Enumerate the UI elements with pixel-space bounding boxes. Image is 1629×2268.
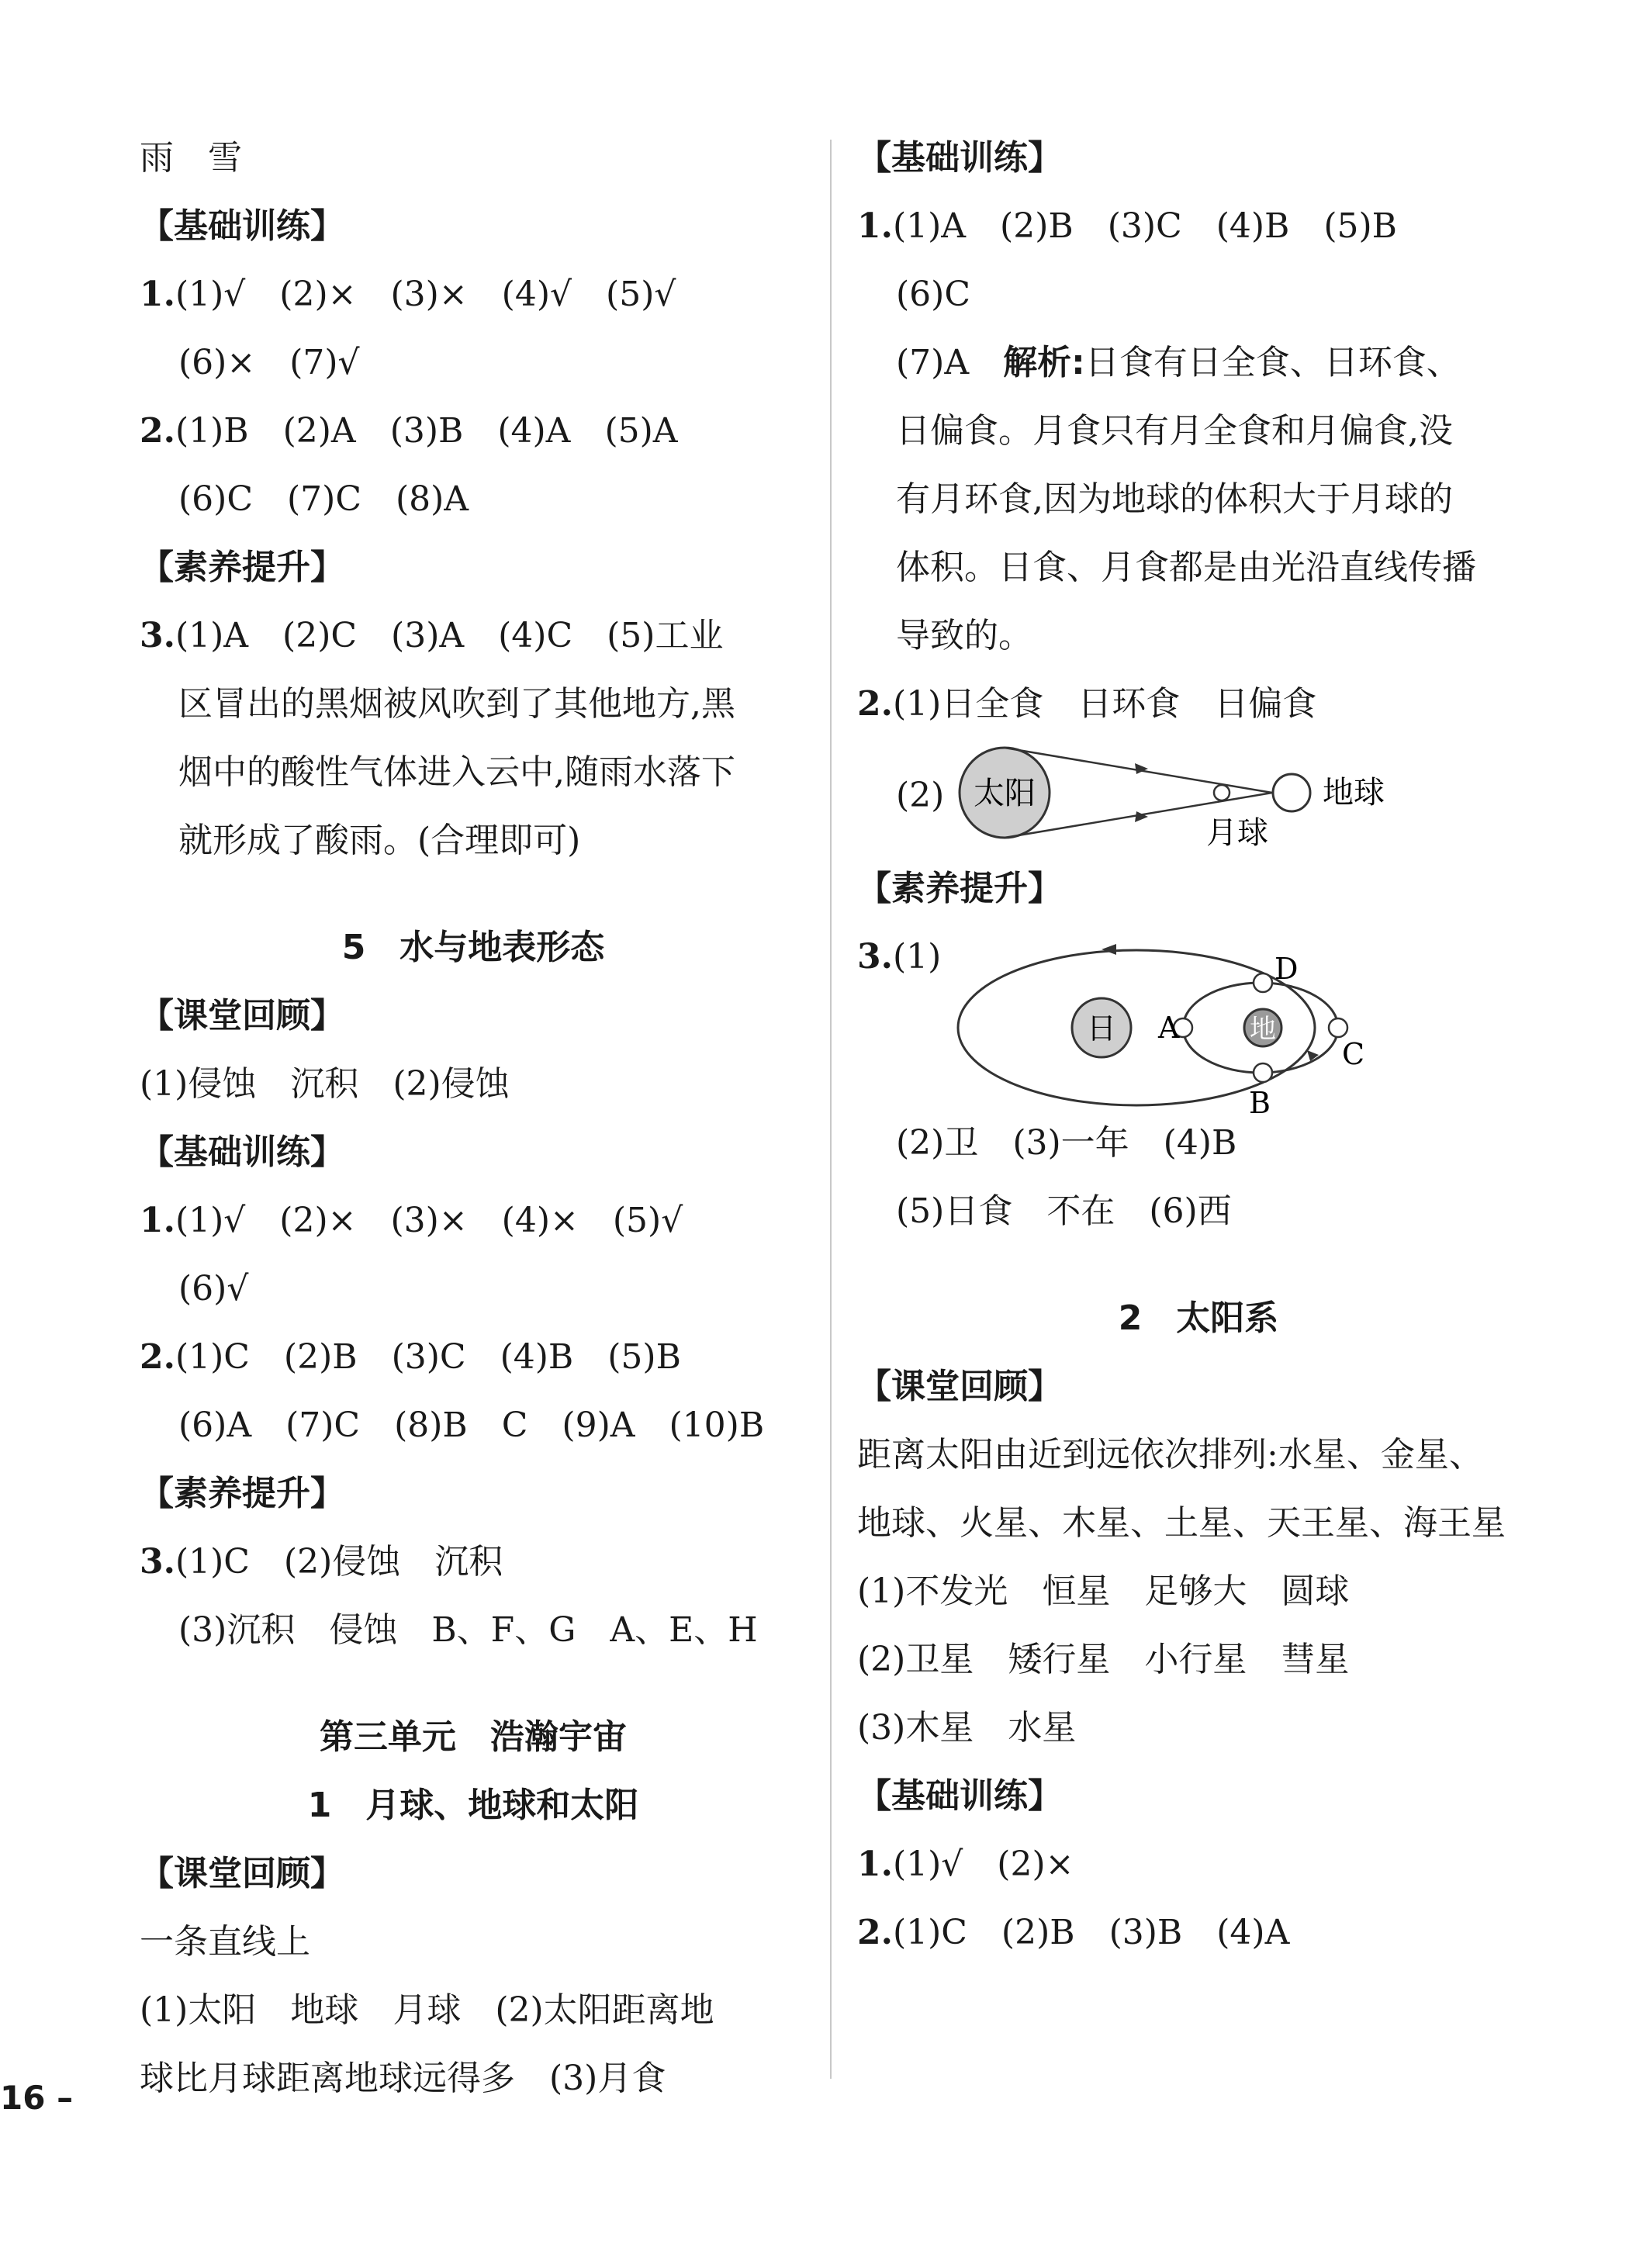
- question-number: 2.: [140, 411, 175, 451]
- answer-text: (1)C (2)侵蚀 沉积: [175, 1542, 503, 1582]
- answer-line: (1)太阳 地球 月球 (2)太阳距离地: [140, 1990, 714, 2030]
- earth-shape: [1273, 774, 1310, 811]
- moon-position-d: [1254, 973, 1272, 992]
- section-heading: 【课堂回顾】: [140, 996, 344, 1035]
- answer-line: (3)沉积 侵蚀 B、F、G A、E、H: [178, 1610, 758, 1650]
- section-heading: 【素养提升】: [140, 548, 344, 587]
- left-column: [140, 124, 807, 2113]
- point-label-a: A: [1158, 1011, 1180, 1045]
- lesson-title: 2 太阳系: [1118, 1298, 1279, 1338]
- answer-line: 导致的。: [896, 616, 1032, 655]
- answer-line: 地球、火星、木星、土星、天王星、海王星: [857, 1503, 1506, 1543]
- sun-label: 太阳: [974, 776, 1036, 811]
- answer-line: 烟中的酸性气体进入云中,随雨水落下: [178, 752, 735, 792]
- section-heading: 【素养提升】: [140, 1474, 344, 1513]
- answer-line: [857, 670, 1540, 738]
- answer-line: (6)× (7)√: [178, 343, 360, 382]
- orbit-arrow: [1102, 944, 1116, 955]
- section-heading: 【基础训练】: [140, 206, 344, 246]
- moon-shape: [1214, 785, 1230, 800]
- point-label-b: B: [1249, 1086, 1271, 1117]
- answer-text: (1)C (2)B (3)C (4)B (5)B: [175, 1337, 681, 1377]
- page-number: 16 –: [0, 2079, 74, 2117]
- question-number: 1.: [857, 206, 893, 246]
- unit-title: 第三单元 浩瀚宇宙: [320, 1717, 627, 1757]
- answer-line: (6)C (7)C (8)A: [178, 479, 469, 519]
- answer-text: (1)日全食 日环食 日偏食: [892, 684, 1317, 724]
- answer-line: (6)√: [178, 1269, 249, 1309]
- section-heading: 【基础训练】: [140, 1132, 344, 1172]
- answer-line: (6)A (7)C (8)B C (9)A (10)B: [178, 1405, 765, 1445]
- lesson-title: 5 水与地表形态: [341, 928, 605, 967]
- point-label-d: D: [1274, 952, 1299, 986]
- answer-line: 区冒出的黑烟被风吹到了其他地方,黑: [178, 684, 735, 724]
- answer-line: (1)不发光 恒星 足够大 圆球: [857, 1571, 1350, 1611]
- answer-line: [140, 1528, 807, 1596]
- answer-line: (6)C: [896, 275, 970, 314]
- section-heading: 【基础训练】: [857, 138, 1062, 178]
- answer-line: (5)日食 不在 (6)西: [896, 1191, 1232, 1231]
- answer-line: [140, 397, 807, 465]
- answer-line: 就形成了酸雨。(合理即可): [178, 821, 581, 860]
- moon-position-c: [1329, 1018, 1347, 1037]
- answer-line: (1)侵蚀 沉积 (2)侵蚀: [140, 1064, 510, 1104]
- answer-line: 有月环食,因为地球的体积大于月球的: [896, 479, 1453, 519]
- section-heading: 【素养提升】: [857, 869, 1062, 908]
- answer-line: [140, 602, 807, 670]
- earth-label: 地球: [1323, 775, 1385, 811]
- answer-line: [140, 1187, 807, 1255]
- answer-line: [857, 329, 1540, 397]
- answer-line: 球比月球距离地球远得多 (3)月食: [140, 2059, 666, 2098]
- answer-line: [140, 261, 807, 329]
- answer-line: 体积。日食、月食都是由光沿直线传播: [896, 548, 1476, 587]
- answer-line: 雨 雪: [140, 138, 242, 178]
- answer-line: 一条直线上: [140, 1922, 310, 1962]
- answer-line: [857, 1831, 1540, 1899]
- analysis-label: 解析:: [1003, 343, 1085, 382]
- answer-text: (1): [892, 937, 942, 977]
- earth-label: 地: [1250, 1014, 1276, 1045]
- answer-text: (1)√ (2)× (3)× (4)√ (5)√: [175, 275, 676, 314]
- section-heading: 【课堂回顾】: [140, 1854, 344, 1893]
- moon-label: 月球: [1206, 815, 1268, 851]
- orbit-diagram-row: [857, 923, 1540, 1117]
- lesson-title: 1 月球、地球和太阳: [307, 1786, 639, 1825]
- answer-line: 日偏食。月食只有月全食和月偏食,没: [896, 411, 1453, 451]
- section-heading: 【基础训练】: [857, 1776, 1062, 1816]
- question-number: 1.: [857, 1844, 893, 1884]
- question-number: 1.: [140, 275, 175, 314]
- answer-line: (3)木星 水星: [857, 1708, 1077, 1748]
- column-divider: [830, 140, 832, 2079]
- answer-text: (1)√ (2)× (3)× (4)× (5)√: [175, 1201, 683, 1240]
- moon-position-b: [1254, 1063, 1272, 1082]
- question-number: 1.: [140, 1201, 175, 1240]
- answer-line: 距离太阳由近到远依次排列:水星、金星、: [857, 1435, 1483, 1475]
- answer-line: (2)卫星 矮行星 小行星 彗星: [857, 1640, 1350, 1679]
- answer-line: [140, 1323, 807, 1392]
- question-number: 2.: [857, 684, 893, 724]
- question-number: 2.: [140, 1337, 175, 1377]
- question-number: 3.: [140, 1542, 175, 1582]
- right-column: [857, 124, 1540, 1967]
- orbit-diagram: [942, 931, 1501, 1117]
- question-number: 3.: [857, 937, 893, 977]
- answer-text: (1)√ (2)×: [892, 1844, 1074, 1884]
- section-heading: 【课堂回顾】: [857, 1367, 1062, 1406]
- answer-text: (1)C (2)B (3)B (4)A: [892, 1913, 1290, 1952]
- question-number: 3.: [140, 616, 175, 655]
- answer-text: (7)A: [896, 343, 1004, 382]
- sun-label: 日: [1086, 1011, 1117, 1046]
- eclipse-diagram-row: [857, 738, 1540, 855]
- answer-line: [857, 1899, 1540, 1967]
- answer-text: (1)B (2)A (3)B (4)A (5)A: [175, 411, 678, 451]
- answer-text: (1)A (2)C (3)A (4)C (5)工业: [175, 616, 724, 655]
- answer-text: (1)A (2)B (3)C (4)B (5)B: [892, 206, 1398, 246]
- answer-line: (2): [896, 776, 945, 815]
- answer-line: [857, 192, 1540, 261]
- answer-line: [857, 923, 941, 991]
- answer-line: (2)卫 (3)一年 (4)B: [896, 1123, 1237, 1163]
- solar-eclipse-diagram: [950, 738, 1493, 855]
- question-number: 2.: [857, 1913, 893, 1952]
- answer-text: 日食有日全食、日环食、: [1084, 343, 1461, 382]
- point-label-c: C: [1342, 1037, 1365, 1071]
